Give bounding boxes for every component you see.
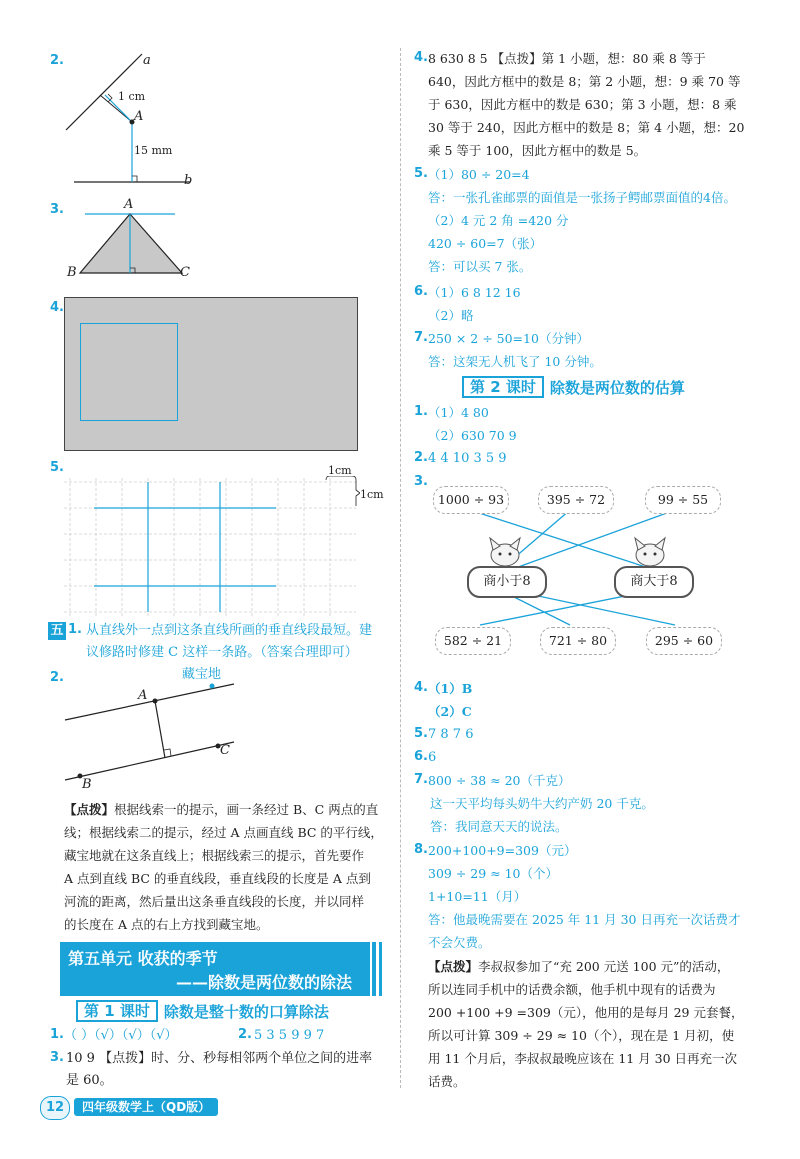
l1-q1-answer: （ ）（√）（√）（√） — [64, 1028, 178, 1043]
r-q4-line: 640，因此方框中的数是 8；第 2 小题，想：9 乘 70 等 — [428, 74, 741, 89]
left-tip-paragraph — [64, 798, 396, 936]
r-q5-line: 答：可以买 7 张。 — [428, 259, 532, 274]
lesson-2-title: 除数是两位数的估算 — [549, 378, 685, 397]
r-q4-number: 4. — [414, 50, 428, 65]
r-q5-line: （2）4 元 2 角 =420 分 — [428, 213, 569, 228]
l2-q1-line: （2）630 70 9 — [428, 428, 517, 443]
lesson-2-box: 第 2 课时 — [462, 376, 544, 398]
l2-q8-number: 8. — [414, 842, 428, 857]
pill-top: 99 ÷ 55 — [645, 486, 721, 514]
l1-q2-number: 2. — [238, 1027, 252, 1042]
r-q6-line: （1）6 8 12 16 — [428, 285, 521, 300]
right-tip-line: 用 11 个月后，李叔叔最晚应该在 11 月 30 日再充一次 — [428, 1051, 738, 1066]
l2-q2-answer: 4 4 10 3 5 9 — [428, 451, 507, 466]
l2-q4-number: 4. — [414, 680, 428, 695]
r-q5-number: 5. — [414, 166, 428, 181]
r-q4-line: 乘 5 等于 100，因此方框中的数是 5。 — [428, 143, 647, 158]
q4-blue-square — [80, 323, 178, 421]
pill-bottom: 582 ÷ 21 — [435, 627, 511, 655]
pill-bottom: 295 ÷ 60 — [646, 627, 722, 655]
right-tip-line: 话费。 — [428, 1074, 466, 1089]
r-q6-line: （2）略 — [428, 308, 474, 323]
r-q7-number: 7. — [414, 330, 428, 345]
dog-label: 商小于8 — [467, 566, 547, 598]
l2-q1-text — [428, 401, 768, 447]
l2-q8-line: 309 ÷ 29 ≈ 10（个） — [428, 866, 559, 881]
r-q7-line: 答：这架无人机飞了 10 分钟。 — [428, 354, 602, 369]
left-tip-line: 河流的距离，然后量出这条垂直线段的长度，并以同样 — [64, 894, 365, 909]
left-tip-line: 根据线索一的提示，画一条经过 B、C 两点的直 — [114, 802, 379, 817]
s5-q1-line1: 从直线外一点到这条直线所画的垂直线段最短。建 — [86, 623, 373, 638]
q2-point-a: A — [134, 109, 144, 124]
pill-top: 395 ÷ 72 — [538, 486, 614, 514]
column-divider — [400, 48, 401, 1088]
book-title: 四年级数学上（QD版） — [74, 1098, 218, 1116]
r-q4-line: 8 630 8 5 【点拨】第 1 小题，想：80 乘 8 等于 — [428, 51, 706, 66]
q2-dist-1cm: 1 cm — [118, 90, 146, 103]
l2-q7-text — [428, 769, 768, 838]
right-tip-line: 200 +100 +9 =309（元），他用的是每月 29 元套餐， — [428, 1005, 744, 1020]
s5-q2-point-c: C — [220, 743, 230, 758]
lesson-2-heading — [462, 376, 685, 398]
l2-q4-text — [428, 677, 768, 723]
r-q4-text — [428, 47, 768, 162]
s5-q2-number: 2. — [50, 670, 64, 685]
l1-q3-number: 3. — [50, 1050, 64, 1065]
l2-q7-line: 这一天平均每头奶牛大约产奶 20 千克。 — [430, 796, 654, 811]
footer — [40, 1096, 270, 1118]
unit-five-header — [60, 942, 370, 996]
q5-grid — [64, 478, 356, 618]
header-stripe — [379, 942, 382, 996]
l2-q6-number: 6. — [414, 749, 428, 764]
l2-q1-number: 1. — [414, 404, 428, 419]
r-q6-number: 6. — [414, 284, 428, 299]
s5-q2-figure — [60, 672, 240, 790]
l2-q6-answer: 6 — [428, 750, 437, 765]
left-tip-line: 的长度在 A 点的右上方找到藏宝地。 — [64, 917, 269, 932]
l2-q8-line: 1+10=11（月） — [428, 889, 527, 904]
l2-q8-text — [428, 839, 768, 954]
q2-dist-15mm: 15 mm — [134, 144, 173, 157]
dog-label: 商大于8 — [614, 566, 694, 598]
l2-q8-line: 答：他最晚需要在 2025 年 11 月 30 日再充一次话费才 — [428, 912, 741, 927]
l2-q7-line: 答：我同意天天的说法。 — [430, 819, 568, 834]
right-tip-line: 所以可计算 309 ÷ 29 ≈ 10（个），现在是 1 月初，使 — [428, 1028, 735, 1043]
l2-q8-line: 不会欠费。 — [428, 935, 491, 950]
s5-q1-number: 1. — [68, 622, 82, 637]
q2-line-b-label: b — [184, 173, 193, 188]
r-q6-text — [428, 281, 768, 327]
section-five-badge: 五 — [48, 622, 66, 640]
q5-unit-vertical: 1cm — [360, 488, 384, 501]
q2-number: 2. — [50, 53, 64, 68]
l2-q7-line: 800 ÷ 38 ≈ 20（千克） — [428, 773, 571, 788]
r-q4-line: 30 等于 240，因此方框中的数是 8；第 4 小题，想：20 — [428, 120, 745, 135]
left-tip-line: 线；根据线索二的提示，经过 A 点画直线 BC 的平行线， — [64, 825, 383, 840]
right-tip-paragraph — [428, 955, 768, 1093]
r-q4-line: 于 630，因此方框中的数是 630；第 3 小题，想：8 乘 — [428, 97, 737, 112]
q4-gray-rectangle — [64, 297, 358, 451]
q3-vertex-a: A — [124, 197, 134, 212]
s5-q2-treasure-label: 藏宝地 — [182, 667, 222, 682]
l2-q7-number: 7. — [414, 772, 428, 787]
s5-q1-line2: 议修路时修建 C 这样一条路。（答案合理即可） — [86, 645, 358, 660]
q5-unit-horizontal: 1cm — [328, 464, 352, 477]
pill-bottom: 721 ÷ 80 — [540, 627, 616, 655]
r-q5-text — [428, 163, 768, 278]
left-tip-line: 藏宝地就在这条直线上；根据线索三的提示，首先要作 — [64, 848, 365, 863]
right-tip-label: 【点拨】 — [428, 959, 479, 974]
dog-icon — [490, 538, 520, 566]
pill-top: 1000 ÷ 93 — [433, 486, 509, 514]
header-stripe — [372, 942, 376, 996]
left-tip-line: A 点到直线 BC 的垂直线段，垂直线段的长度是 A 点到 — [64, 871, 371, 886]
lesson-1-title: 除数是整十数的口算除法 — [163, 1002, 329, 1021]
q3-number: 3. — [50, 202, 64, 217]
page-number: 12 — [40, 1096, 70, 1120]
lesson-1-heading — [76, 1000, 329, 1022]
right-tip-line: 李叔叔参加了“充 200 元送 100 元”的活动， — [478, 959, 730, 974]
left-tip-label: 【点拨】 — [64, 802, 115, 817]
l2-q1-line: （1）4 80 — [428, 405, 489, 420]
l2-q2-number: 2. — [414, 450, 428, 465]
l1-q2-answer: 5 3 5 9 9 7 — [254, 1028, 325, 1043]
q2-line-a-label: a — [143, 53, 151, 68]
unit-title-line1: 第五单元 收获的季节 — [68, 949, 218, 968]
l2-q4-line: （1）B — [428, 681, 473, 696]
l1-q3-answer: 10 9 【点拨】时、分、秒每相邻两个单位之间的进率 — [66, 1051, 373, 1066]
l1-q3-cont: 是 60。 — [66, 1073, 113, 1088]
r-q5-line: （1）80 ÷ 20=4 — [428, 167, 530, 182]
s5-q2-point-b: B — [82, 777, 92, 792]
q5-unit-brace — [324, 476, 360, 510]
l2-q5-number: 5. — [414, 726, 428, 741]
q3-vertex-b: B — [67, 265, 77, 280]
unit-title-line2: ——除数是两位数的除法 — [176, 973, 353, 992]
q3-vertex-c: C — [180, 265, 190, 280]
q4-number: 4. — [50, 300, 64, 315]
r-q7-text — [428, 327, 768, 373]
l2-q8-line: 200+100+9=309（元） — [428, 843, 577, 858]
s5-q2-point-a: A — [138, 688, 148, 703]
l2-q5-answer: 7 8 7 6 — [428, 727, 474, 742]
right-tip-line: 所以连同手机中的话费余额，他手机中现有的话费为 — [428, 982, 716, 997]
l2-q3-number: 3. — [414, 474, 428, 489]
q5-number: 5. — [50, 460, 64, 475]
l2-q4-line: （2）C — [428, 704, 472, 719]
r-q7-line: 250 × 2 ÷ 50=10（分钟） — [428, 331, 589, 346]
l1-q1-number: 1. — [50, 1027, 64, 1042]
lesson-1-box: 第 1 课时 — [76, 1000, 158, 1022]
dog-icon — [635, 538, 665, 566]
r-q5-line: 答：一张孔雀邮票的面值是一张扬子鳄邮票面值的4倍。 — [428, 190, 736, 205]
r-q5-line: 420 ÷ 60=7（张） — [428, 236, 543, 251]
